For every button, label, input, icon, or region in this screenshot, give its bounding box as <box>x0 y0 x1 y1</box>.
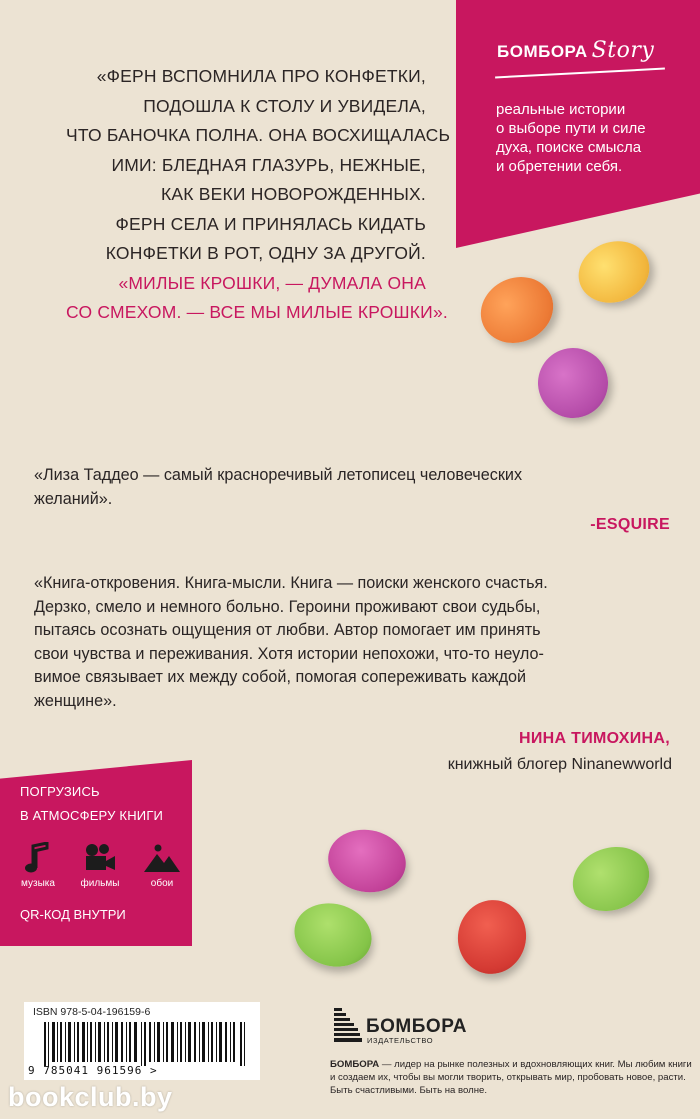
main-quote <box>66 62 451 328</box>
review-author-note: книжный блогер Ninanewworld <box>447 756 672 773</box>
candy-purple <box>530 340 616 426</box>
brand-series: Story <box>591 38 655 63</box>
tagline-line: реальные истории <box>496 101 626 118</box>
candy-green-left <box>287 895 378 975</box>
candy-red <box>452 895 532 980</box>
media-item-wallpapers <box>142 842 182 889</box>
quote-line: ЧТО БАНОЧКА ПОЛНА. ОНА ВОСХИЩАЛАСЬ <box>66 125 451 145</box>
media-label: обои <box>150 878 174 889</box>
review-timokhina <box>34 572 674 713</box>
candy-pink <box>323 824 411 899</box>
quote-line: КАК ВЕКИ НОВОРОЖДЕННЫХ. <box>161 184 426 204</box>
review-line: «Книга-откровения. Книга-мысли. Книга — поиски женского счастья. <box>34 574 548 592</box>
watermark: bookclub.by <box>8 1082 173 1112</box>
review-line: пытаясь осознать ощущения от любви. Автор помогает им принять <box>34 621 541 639</box>
media-title-line: ПОГРУЗИСЬ <box>20 784 100 799</box>
quote-line: ИМИ: БЛЕДНАЯ ГЛАЗУРЬ, НЕЖНЫЕ, <box>111 154 426 175</box>
quote-line: КОНФЕТКИ В РОТ, ОДНУ ЗА ДРУГОЙ. <box>105 243 426 263</box>
bombora-logo-icon <box>330 1006 362 1046</box>
media-label: фильмы <box>80 878 120 889</box>
publisher-subtitle: ИЗДАТЕЛЬСТВО <box>367 1036 434 1045</box>
tagline-line: о выборе пути и силе <box>496 120 646 137</box>
media-label: музыка <box>21 878 55 889</box>
brand-tagline <box>496 100 692 176</box>
mountains-icon <box>144 842 180 874</box>
media-icons <box>18 842 182 889</box>
barcode-digits: 9 785041 961596 > <box>28 1064 158 1077</box>
quote-line: ПОДОШЛА К СТОЛУ И УВИДЕЛА, <box>143 95 426 116</box>
review-line: свои чувства и переживания. Хотя истории непохожи, что-то неуло- <box>34 644 544 663</box>
media-title <box>20 780 190 828</box>
candy-orange <box>470 265 564 354</box>
quote-highlight-line: СО СМЕХОМ. — ВСЕ МЫ МИЛЫЕ КРОШКИ». <box>66 302 448 322</box>
brand-name: БОМБОРА <box>497 42 588 61</box>
quote-line: ФЕРН СЕЛА И ПРИНЯЛАСЬ КИДАТЬ <box>115 213 426 234</box>
barcode-bars <box>44 1022 250 1066</box>
brand-logo <box>497 38 654 63</box>
review-line: Дерзко, смело и немного больно. Героини проживают свои судьбы, <box>34 597 541 616</box>
publisher-name: БОМБОРА <box>366 1016 467 1037</box>
tagline-line: духа, поиске смысла <box>496 139 642 156</box>
review-esquire <box>34 464 674 511</box>
review-line: женщине». <box>34 691 117 710</box>
candy-green-right <box>564 837 659 922</box>
publisher-desc-text: — лидер на рынке полезных и вдохновляющих книг. Мы любим книги и создаем их, чтобы вы могли творить, открывать мир, пробовать новое, расти. Быть счастливыми. Быть на волне. <box>330 1059 692 1096</box>
qr-code-label: QR-КОД ВНУТРИ <box>20 907 126 922</box>
isbn-label: ISBN 978-5-04-196159-6 <box>33 1006 151 1018</box>
film-camera-icon <box>83 842 117 874</box>
quote-line: «ФЕРН ВСПОМНИЛА ПРО КОНФЕТКИ, <box>96 66 426 86</box>
review-line: желаний». <box>34 489 113 508</box>
tagline-line: и обретении себя. <box>496 158 623 175</box>
media-title-line: В АТМОСФЕРУ КНИГИ <box>20 808 164 823</box>
publisher-description <box>330 1058 692 1097</box>
publisher-desc-lead: БОМБОРА <box>330 1059 380 1070</box>
candy-yellow <box>570 231 658 312</box>
review-author: НИНА ТИМОХИНА, <box>519 730 670 747</box>
music-note-icon <box>25 842 51 874</box>
quote-highlight-line: «МИЛЫЕ КРОШКИ, — ДУМАЛА ОНА <box>118 272 426 293</box>
review-line: вимое связывает их между собой, помогая сопереживать каждой <box>34 668 527 686</box>
media-item-films <box>80 842 120 889</box>
media-item-music <box>18 842 58 889</box>
review-line: «Лиза Таддео — самый красноречивый летописец человеческих <box>34 466 523 484</box>
review-author: -ESQUIRE <box>590 516 670 533</box>
